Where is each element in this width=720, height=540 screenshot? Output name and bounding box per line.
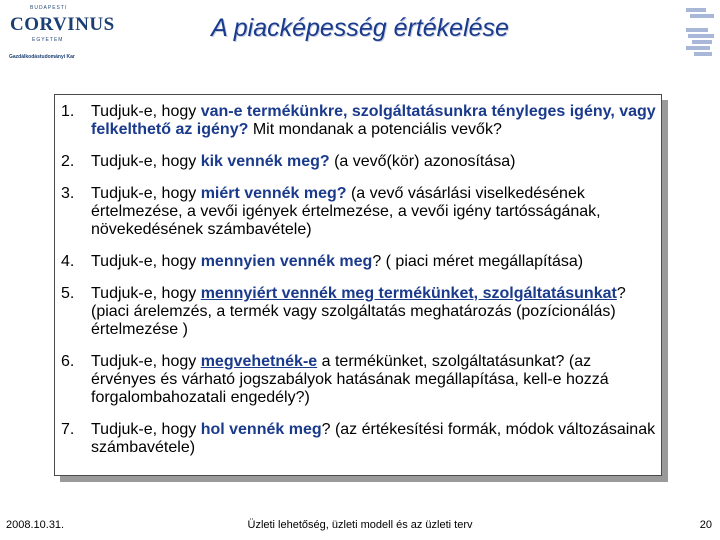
- list-item: [61, 285, 657, 339]
- list-item: [61, 253, 657, 271]
- list-item-number: 2.: [61, 153, 75, 170]
- list-item-text: Mit mondanak a potenciális vevők?: [248, 121, 502, 138]
- list-item-number: 1.: [61, 103, 75, 120]
- list-item: [61, 421, 657, 457]
- logo-faculty: Gazdálkodástudományi Kar: [9, 54, 75, 60]
- highlighted-question: mennyien vennék meg: [200, 253, 373, 270]
- footer-date: 2008.10.31.: [6, 519, 65, 531]
- highlighted-question: megvehetnék-e: [200, 353, 318, 370]
- slide-title: A piacképesség értékelése: [211, 14, 509, 42]
- list-item-text: a termékünket, szolgáltatásunkat? (az érvényes és várható jogszabályok hatásának megállapítása, kell-e hozzá forgalombahozatali engedély?): [91, 353, 609, 406]
- list-item-text: Tudjuk-e, hogy: [91, 253, 201, 270]
- decorative-mark-icon: [682, 6, 716, 62]
- highlighted-question: hol vennék meg: [200, 421, 322, 438]
- highlighted-question: mennyiért vennék meg termékünket, szolgáltatásunkat: [200, 285, 617, 302]
- list-item-text: (a vevő(kör) azonosítása): [329, 153, 516, 170]
- footer-title: Üzleti lehetőség, üzleti modell és az üzleti terv: [247, 519, 473, 531]
- list-item-number: 4.: [61, 253, 75, 270]
- highlighted-question: miért vennék meg?: [200, 185, 347, 202]
- list-item-text: ? (az értékesítési formák, módok változásainak számbavétele): [91, 421, 656, 456]
- list-item: [61, 353, 657, 407]
- logo-brand: CORVINUS: [10, 14, 115, 35]
- list-item-text: Tudjuk-e, hogy: [91, 353, 201, 370]
- logo-bottom-text: EGYETEM: [32, 37, 64, 43]
- list-item: [61, 103, 657, 139]
- list-item-text: Tudjuk-e, hogy: [91, 185, 201, 202]
- list-item-text: ? (piaci árelemzés, a termék vagy szolgáltatás meghatározás (pozícionálás) értelmezése ): [91, 285, 626, 338]
- list-item-text: (a vevő vásárlási viselkedésének értelmezése, a vevői igények értelmezése, a vevői igény tartósságának, növekedésének számbavétele): [91, 185, 601, 238]
- list-item-number: 6.: [61, 353, 75, 370]
- question-list: [61, 103, 657, 457]
- highlighted-question: kik vennék meg?: [200, 153, 330, 170]
- highlighted-question: van-e termékünkre, szolgáltatásunkra tényleges igény, vagy felkelthető az igény?: [91, 103, 656, 138]
- content-box: [54, 94, 662, 476]
- logo-top-text: BUDAPESTI: [30, 5, 68, 11]
- list-item-text: Tudjuk-e, hogy: [91, 153, 201, 170]
- list-item: [61, 185, 657, 239]
- list-item-text: Tudjuk-e, hogy: [91, 285, 201, 302]
- list-item-text: ? ( piaci méret megállapítása): [372, 253, 584, 270]
- list-item-number: 3.: [61, 185, 75, 202]
- list-item-text: Tudjuk-e, hogy: [91, 103, 201, 120]
- page-number: 20: [699, 519, 712, 531]
- list-item: [61, 153, 657, 171]
- list-item-number: 7.: [61, 421, 75, 438]
- list-item-text: Tudjuk-e, hogy: [91, 421, 201, 438]
- list-item-number: 5.: [61, 285, 75, 302]
